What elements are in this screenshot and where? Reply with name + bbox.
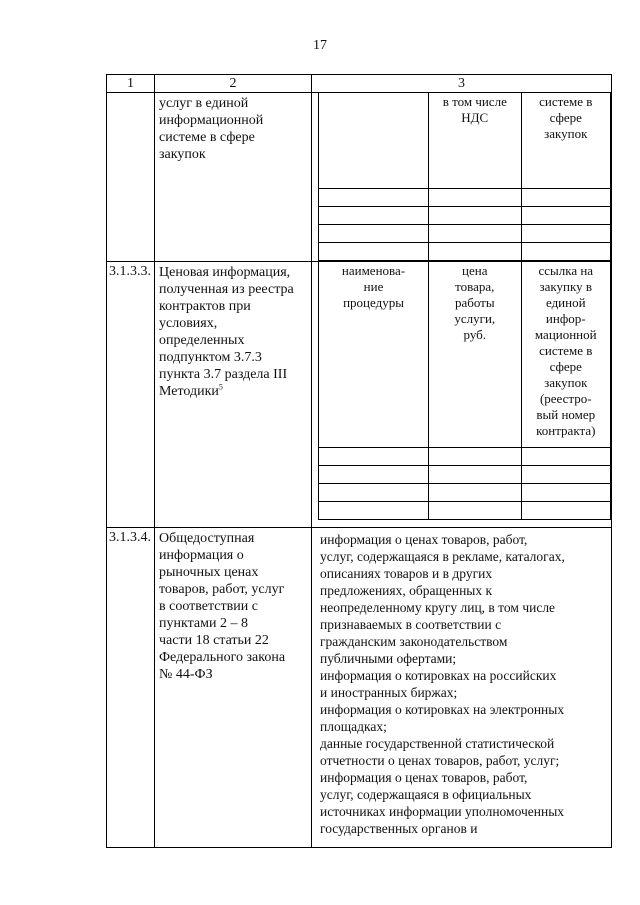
info-line: информация о ценах товаров, работ,	[320, 770, 528, 785]
info-line: признаваемых в соответствии с	[320, 617, 502, 632]
info-line: услуг, содержащаяся в рекламе, каталогах,	[320, 549, 565, 564]
inner-empty-row	[319, 189, 611, 207]
header-col-1: 1	[107, 75, 155, 93]
desc-line: полученная из реестра	[159, 282, 294, 297]
desc-line: пункта 3.7 раздела III	[159, 367, 288, 382]
desc-line: Федерального закона	[159, 650, 286, 665]
inner-header-line: вый номер	[536, 407, 596, 422]
table-row-3134	[107, 528, 612, 848]
desc-line: товаров, работ, услуг	[159, 582, 285, 597]
desc-line: информационной	[159, 113, 264, 128]
inner-header-line: ссылка на	[538, 263, 594, 278]
inner-header-line: товара,	[455, 279, 495, 294]
page-number: 17	[313, 38, 327, 53]
table-row-continuation	[107, 93, 612, 262]
desc-line: подпунктом 3.7.3	[159, 350, 262, 365]
row-detail	[312, 93, 612, 262]
row-detail	[312, 262, 612, 528]
inner-header-line: сфере	[549, 110, 582, 125]
inner-header-line: процедуры	[343, 295, 404, 310]
inner-header-line: наименова-	[341, 263, 406, 278]
info-line: неопределенному кругу лиц, в том числе	[320, 600, 556, 615]
price-info-table	[106, 74, 612, 848]
info-line: информация о ценах товаров, работ,	[320, 532, 528, 547]
inner-header-line: закупку в	[539, 279, 593, 294]
desc-line: части 18 статьи 22	[159, 633, 269, 648]
inner-header-line: сфере	[549, 359, 582, 374]
inner-header-line: системе в	[539, 94, 593, 109]
inner-header-cell	[319, 93, 429, 189]
header-col-2: 2	[155, 75, 312, 93]
info-line: площадках;	[320, 719, 387, 734]
info-line: гражданским законодательством	[320, 634, 508, 649]
info-line: предложениях, обращенных к	[320, 583, 493, 598]
info-line: описаниях товаров и в других	[320, 566, 493, 581]
info-line: источниках информации уполномоченных	[320, 804, 565, 819]
table-header-row	[107, 75, 612, 93]
info-line: публичными офертами;	[320, 651, 457, 666]
inner-header-line: НДС	[461, 110, 489, 125]
desc-line: контрактов при	[159, 299, 251, 314]
desc-line: в соответствии с	[159, 599, 258, 614]
row-number-empty	[107, 93, 155, 262]
inner-header-line: ние	[363, 279, 384, 294]
desc-line: пунктами 2 – 8	[159, 616, 248, 631]
row-description	[155, 93, 312, 262]
inner-header-line: единой	[545, 295, 586, 310]
info-line: услуг, содержащаяся в официальных	[320, 787, 532, 802]
inner-header-line: (реестро-	[539, 391, 592, 406]
inner-header-line: услуги,	[454, 311, 496, 326]
inner-header-line: закупок	[544, 126, 588, 141]
row-number: 3.1.3.4.	[107, 528, 155, 848]
desc-line: Ценовая информация,	[159, 265, 291, 280]
inner-header-cell	[429, 262, 522, 448]
desc-line: информация о	[159, 548, 244, 563]
desc-line: Общедоступная	[159, 531, 255, 546]
table-row-3133	[107, 262, 612, 528]
inner-empty-row	[319, 502, 611, 520]
desc-line: определенных	[159, 333, 245, 348]
inner-header-cell	[429, 93, 522, 189]
inner-table	[318, 262, 611, 520]
inner-header-line: системе в	[539, 343, 593, 358]
inner-header-line: инфор-	[545, 311, 586, 326]
info-line: государственных органов и	[320, 821, 478, 836]
inner-header-line: закупок	[544, 375, 588, 390]
desc-line: рыночных ценах	[159, 565, 259, 580]
inner-header-line: работы	[454, 295, 495, 310]
header-col-3: 3	[312, 75, 612, 93]
inner-header-line: руб.	[463, 327, 487, 342]
desc-line: закупок	[159, 147, 206, 162]
desc-line	[159, 383, 307, 400]
inner-header-cell	[521, 262, 610, 448]
inner-empty-row	[319, 466, 611, 484]
inner-header-cell	[521, 93, 610, 189]
inner-empty-row	[319, 243, 611, 261]
inner-empty-row	[319, 225, 611, 243]
row-number: 3.1.3.3.	[107, 262, 155, 528]
inner-header-cell	[319, 262, 429, 448]
info-line: информация о котировках на электронных	[320, 702, 565, 717]
inner-header-line: цена	[462, 263, 488, 278]
row-description	[155, 528, 312, 848]
footnote-marker: 5	[218, 382, 223, 392]
info-line: информация о котировках на российских	[320, 668, 557, 683]
row-description	[155, 262, 312, 528]
desc-line: № 44-ФЗ	[159, 667, 213, 682]
desc-line: услуг в единой	[159, 96, 249, 111]
inner-empty-row	[319, 448, 611, 466]
inner-header-line: мационной	[534, 327, 597, 342]
info-line: данные государственной статистической	[320, 736, 555, 751]
info-line: отчетности о ценах товаров, работ, услуг;	[320, 753, 560, 768]
desc-line-text: Методики	[159, 384, 219, 399]
row-info-list	[312, 528, 612, 848]
inner-header-line: контракта)	[536, 423, 596, 438]
info-line: и иностранных биржах;	[320, 685, 458, 700]
inner-empty-row	[319, 484, 611, 502]
desc-line: условиях,	[159, 316, 218, 331]
inner-header-line: в том числе	[442, 94, 507, 109]
inner-empty-row	[319, 207, 611, 225]
inner-table	[318, 93, 611, 261]
desc-line: системе в сфере	[159, 130, 255, 145]
